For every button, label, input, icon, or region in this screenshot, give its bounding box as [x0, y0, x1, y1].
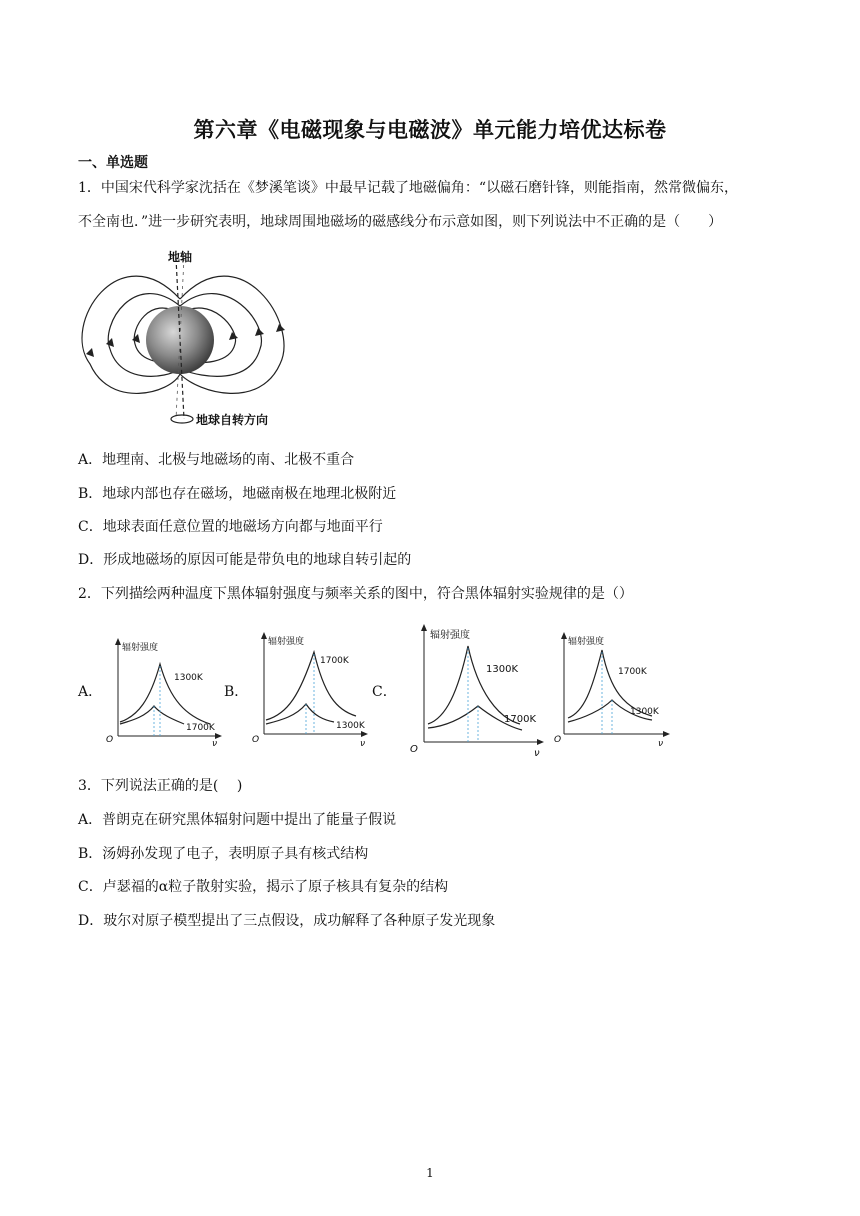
graph-b-xlabel: ν — [360, 739, 366, 748]
graph-b-high-label: 1700K — [320, 656, 349, 666]
q3-option-b: B．汤姆孙发现了电子，表明原子具有核式结构 — [78, 846, 369, 862]
q1-option-c: C．地球表面任意位置的地磁场方向都与地面平行 — [78, 519, 383, 535]
graph-d-origin: O — [554, 735, 562, 745]
q2-graph-d — [552, 630, 672, 748]
q1-stem-line-1: 1．中国宋代科学家沈括在《梦溪笔谈》中最早记载了地磁偏角：“以磁石磨针锋，则能指南，然常微偏东， — [78, 180, 739, 196]
earth-rotation-label: 地球自转方向 — [196, 413, 269, 427]
graph-c-low-label: 1700K — [504, 714, 537, 725]
q1-option-a: A．地理南、北极与地磁场的南、北极不重合 — [78, 452, 355, 468]
graph-c-high-label: 1300K — [486, 664, 519, 675]
q3-option-d: D．玻尔对原子模型提出了三点假设，成功解释了各种原子发光现象 — [78, 913, 496, 929]
graph-b-ylabel: 辐射强度 — [268, 637, 305, 647]
graph-d-ylabel: 辐射强度 — [568, 637, 605, 647]
graph-a-low-label: 1700K — [186, 723, 215, 733]
graph-b-origin: O — [252, 735, 260, 745]
earth-magnetic-field-figure — [80, 244, 300, 434]
graph-c-origin: O — [410, 744, 418, 755]
graph-a-xlabel: ν — [212, 739, 218, 748]
graph-b-low-label: 1300K — [336, 721, 365, 731]
q2-stem: 2．下列描绘两种温度下黑体辐射强度与频率关系的图中，符合黑体辐射实验规律的是（） — [78, 586, 633, 602]
earth-axis-label: 地轴 — [168, 250, 193, 264]
q1-stem-line-2: 不全南也．”进一步研究表明，地球周围地磁场的磁感线分布示意如图，则下列说法中不正确的是（ ） — [78, 214, 723, 230]
q2-graph-a — [104, 636, 224, 748]
graph-d-high-label: 1700K — [618, 667, 647, 677]
q2-graph-b — [250, 630, 370, 748]
graph-a-high-label: 1300K — [174, 673, 203, 683]
graph-c-xlabel: ν — [534, 748, 540, 758]
section-heading: 一、单选题 — [78, 155, 148, 171]
q2-option-a-label: A． — [78, 684, 103, 700]
graph-a-ylabel: 辐射强度 — [122, 643, 159, 653]
graph-a-origin: O — [106, 735, 114, 745]
q2-option-c-label: C． — [372, 684, 397, 700]
q2-graph-c — [408, 622, 548, 758]
earth-icon — [146, 306, 214, 374]
graph-c-ylabel: 辐射强度 — [430, 630, 470, 641]
q3-option-c: C．卢瑟福的α粒子散射实验，揭示了原子核具有复杂的结构 — [78, 879, 449, 895]
q3-stem: 3．下列说法正确的是( ) — [78, 778, 243, 794]
q2-option-b-label: B． — [224, 684, 249, 700]
q3-option-a: A．普朗克在研究黑体辐射问题中提出了能量子假说 — [78, 812, 397, 828]
graph-d-xlabel: ν — [658, 739, 664, 748]
q1-option-d: D．形成地磁场的原因可能是带负电的地球自转引起的 — [78, 552, 412, 568]
q1-option-b: B．地球内部也存在磁场，地磁南极在地理北极附近 — [78, 486, 397, 502]
graph-d-low-label: 1300K — [630, 707, 659, 717]
page-title: 第六章《电磁现象与电磁波》单元能力培优达标卷 — [193, 117, 667, 142]
page-number: 1 — [426, 1166, 434, 1180]
